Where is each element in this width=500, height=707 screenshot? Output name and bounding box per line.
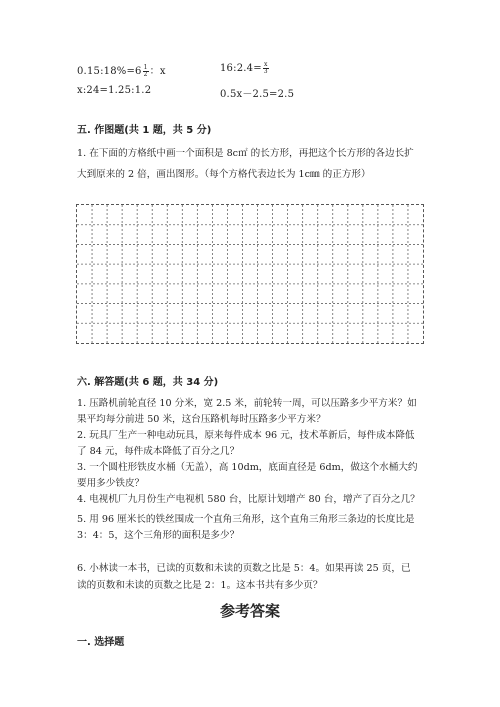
section-6-question-1-line-1: 1. 压路机前轮直径 10 分米，宽 2.5 米，前轮转一周，可以压路多少平方米？如: [77, 398, 417, 409]
equation-1-prefix: 0.15:18%=6: [77, 66, 142, 77]
section-6-question-5-line-2: 3：4：5，这个三角形的面积是多少？: [77, 530, 240, 541]
equation-4: 0.5x－2.5=2.5: [220, 89, 295, 100]
fraction-numerator: 1: [143, 64, 148, 71]
equation-3: x:24=1.25:1.2: [77, 85, 152, 96]
grid-lines: [77, 205, 423, 343]
section-5-question-1-line-2: 大到原来的 2 倍，画出图形。（每个方格代表边长为 1c㎜ 的正方形）: [77, 169, 371, 180]
section-5-question-1-line-1: 1. 在下面的方格纸中画一个面积是 8c㎡ 的长方形，再把这个长方形的各边长扩: [77, 148, 414, 159]
section-6-question-4-line-1: 4. 电视机厂九月份生产电视机 580 台，比原计划增产 80 台，增产了百分之几？: [77, 494, 420, 505]
section-6-question-2-line-2: 了 84 元，每件成本降低了百分之几？: [77, 446, 240, 457]
section-6-question-6-line-2: 读的页数和未读的页数之比是 2：1。这本书共有多少页？: [77, 580, 323, 591]
grid-paper[interactable]: [76, 204, 424, 344]
section-5-heading: 五. 作图题(共 1 题，共 5 分): [77, 125, 212, 136]
fraction-denominator: 3: [263, 68, 268, 75]
section-6-heading: 六. 解答题(共 6 题，共 34 分): [77, 377, 219, 388]
section-6-question-6-line-1: 6. 小林读一本书，已读的页数和未读的页数之比是 5：4。如果再读 25 页，已: [77, 563, 411, 574]
equation-1-suffix: ：x: [149, 66, 166, 77]
equation-1: [77, 62, 166, 78]
fraction-numerator: x: [264, 61, 268, 68]
section-6-question-2-line-1: 2. 玩具厂生产一种电动玩具，原来每件成本 96 元，技术革新后，每件成本降低: [77, 430, 415, 441]
answers-title: 参考答案: [219, 602, 280, 620]
section-6-question-5-line-1: 5. 用 96 厘米长的铁丝围成一个直角三角形，这个直角三角形三条边的长度比是: [77, 514, 415, 525]
equation-2: [220, 62, 270, 75]
fraction-denominator: 2: [143, 71, 148, 78]
equation-2-fraction: [263, 62, 269, 75]
section-6-question-3-line-1: 3. 一个圆柱形铁皮水桶（无盖），高 10dm，底面直径是 6dm，做这个水桶大约: [77, 462, 418, 473]
section-6-question-3-line-2: 要用多少铁皮？: [77, 478, 145, 489]
equation-1-fraction: [143, 65, 149, 78]
answers-section-1-heading: 一. 选择题: [77, 637, 125, 648]
equation-2-prefix: 16:2.4=: [220, 63, 262, 74]
section-6-question-1-line-2: 果平均每分前进 50 米，这台压路机每时压路多少平方米？: [77, 414, 326, 425]
